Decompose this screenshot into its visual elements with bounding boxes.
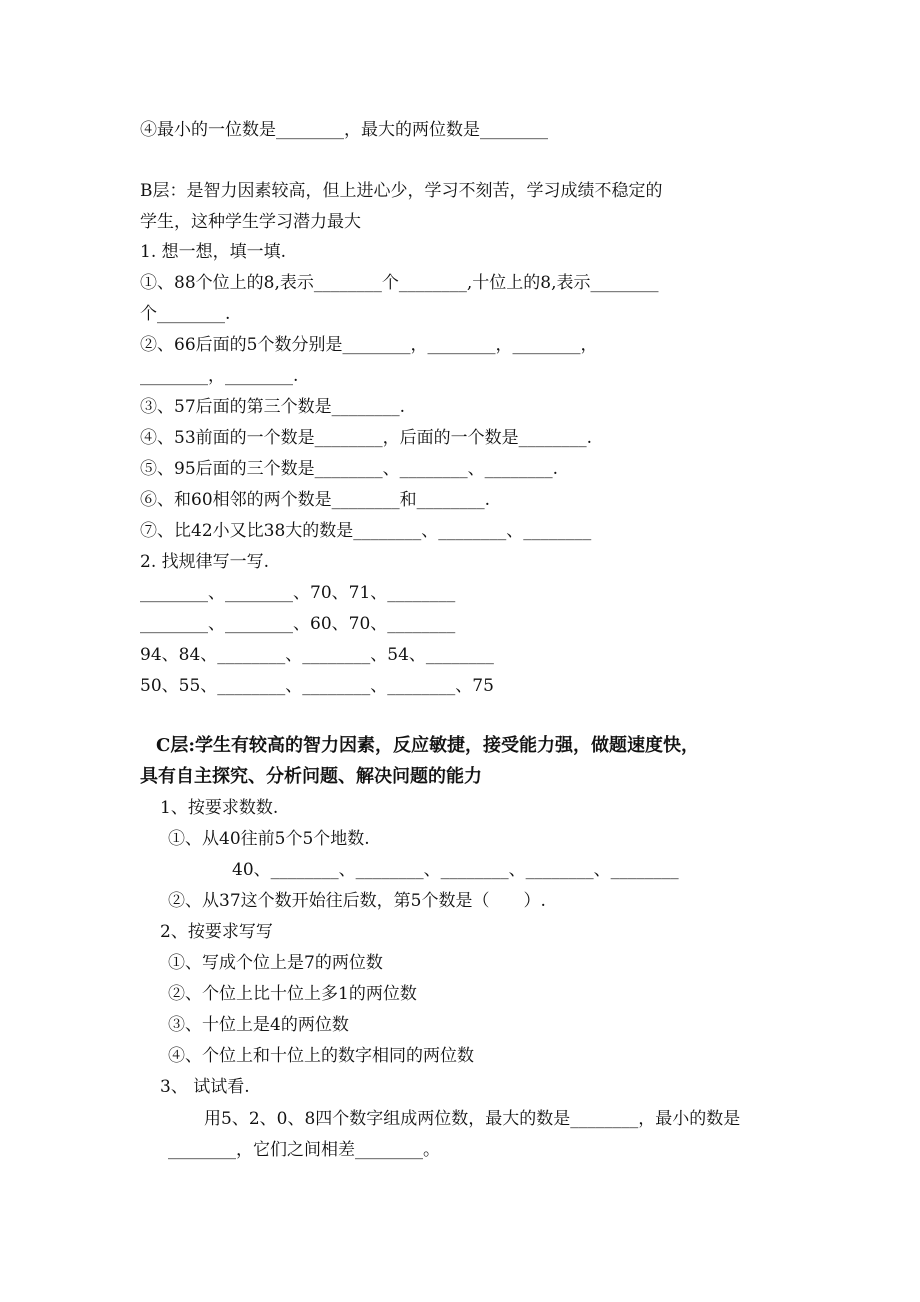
b-q1-item: ________，________. (140, 366, 299, 386)
b-q1-item: 个________. (140, 304, 231, 324)
c-q2-item: ③、十位上是4的两位数 (168, 1015, 349, 1035)
c-layer-heading-cont: 具有自主探究、分析问题、解决问题的能力 (140, 766, 482, 787)
c-q3-title: 3、 试试看. (160, 1077, 250, 1097)
c-q1-sub2: ②、从37这个数开始往后数，第5个数是（ ）. (168, 891, 546, 911)
c-q2-title: 2、按要求写写 (160, 922, 273, 942)
b-q1-item: ④、53前面的一个数是________，后面的一个数是________. (140, 428, 593, 448)
b-q1-item: ①、88个位上的8,表示________个________,十位上的8,表示________ (140, 273, 659, 293)
c-q3-line-cont: ________，它们之间相差________。 (168, 1140, 440, 1160)
c-q2-item: ④、个位上和十位上的数字相同的两位数 (168, 1046, 474, 1066)
b-layer-heading-cont: 学生，这种学生学习潜力最大 (140, 212, 361, 232)
c-q1-sub1-answer: 40、________、________、________、________、________ (232, 860, 679, 880)
b-q1-item: ③、57后面的第三个数是________. (140, 397, 406, 417)
b-q2-row: ________、________、70、71、________ (140, 583, 456, 603)
b-q1-item: ②、66后面的5个数分别是________，________，________， (140, 335, 598, 355)
b-q1-title: 1. 想一想，填一填. (140, 242, 287, 262)
c-q3-line: 用5、2、0、8四个数字组成两位数，最大的数是________，最小的数是 (204, 1109, 741, 1129)
b-q2-row: 94、84、________、________、54、________ (140, 645, 494, 665)
c-q1-sub1: ①、从40往前5个5个地数. (168, 829, 370, 849)
b-q2-row: ________、________、60、70、________ (140, 614, 456, 634)
c-q2-item: ①、写成个位上是7的两位数 (168, 953, 383, 973)
b-q1-item: ⑦、比42小又比38大的数是________、________、________ (140, 521, 592, 541)
b-q2-row: 50、55、________、________、________、75 (140, 676, 494, 696)
b-q2-title: 2. 找规律写一写. (140, 552, 270, 572)
a-layer-question-4: ④最小的一位数是________，最大的两位数是________ (140, 120, 548, 140)
c-q1-title: 1、按要求数数. (160, 798, 279, 818)
c-layer-heading: C层:学生有较高的智力因素，反应敏捷，接受能力强，做题速度快， (156, 735, 699, 756)
b-q1-item: ⑥、和60相邻的两个数是________和________. (140, 490, 491, 510)
c-q2-item: ②、个位上比十位上多1的两位数 (168, 984, 417, 1004)
b-layer-heading: B层：是智力因素较高，但上进心少，学习不刻苦，学习成绩不稳定的 (140, 181, 663, 201)
b-q1-item: ⑤、95后面的三个数是________、________、________. (140, 459, 559, 479)
